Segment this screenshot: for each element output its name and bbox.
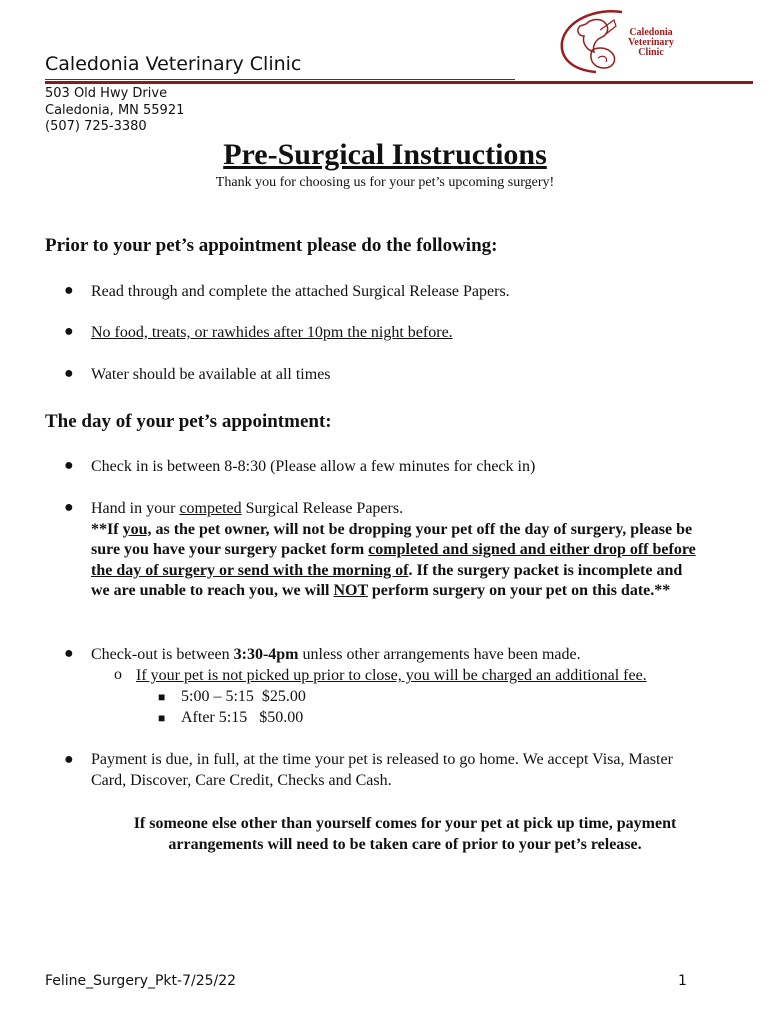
header-rule <box>45 81 753 84</box>
list-item-payment: Payment is due, in full, at the time your pet is released to go home. We accept Visa, Master Card, Discover, Care Credit, Checks and Cash. <box>91 751 673 789</box>
fee-item: 5:00 – 5:15 $25.00 <box>181 688 306 705</box>
text-segment: Surgical Release Papers. <box>241 500 404 517</box>
bullet-icon: ● <box>64 282 74 299</box>
bullet-icon: ● <box>64 457 74 474</box>
section-heading-prior: Prior to your pet’s appointment please do the following: <box>45 235 498 256</box>
text-segment: as the pet owner, will not be dropping your pet off the day of surgery, please be sure you have your surgery packet form <box>91 520 693 558</box>
bullet-icon: ● <box>64 499 74 516</box>
late-pickup-note: If your pet is not picked up prior to close, you will be charged an additional fee. <box>136 667 647 684</box>
sub-bullet-icon: o <box>114 666 122 683</box>
document-subtitle: Thank you for choosing us for your pet’s upcoming surgery! <box>215 175 555 190</box>
list-item-hand-in <box>91 499 701 602</box>
text-segment: you, <box>122 520 152 538</box>
text-segment: competed <box>179 500 242 517</box>
document-title: Pre-Surgical Instructions <box>223 138 547 171</box>
text-segment: perform surgery on your pet on this date.** <box>367 582 671 599</box>
footer-page-number: 1 <box>678 973 687 989</box>
logo-text-line-1: Caledonia <box>629 27 673 38</box>
fee-item: After 5:15 $50.00 <box>181 709 304 726</box>
text-segment: completed and signed and either drop off before the day of surgery or send with the morning of <box>91 541 696 579</box>
list-item-check-out <box>91 645 731 666</box>
logo-text-line-2: Veterinary <box>628 37 674 48</box>
clinic-logo <box>556 6 684 76</box>
logo-text-line-3: Clinic <box>638 47 664 58</box>
header-rule-thin <box>45 79 515 80</box>
text-segment: Check-out is between <box>91 646 234 663</box>
drop-off-note <box>91 520 701 602</box>
bullet-icon: ● <box>64 645 74 662</box>
logo-text <box>620 28 682 58</box>
text-segment: Hand in your <box>91 500 180 517</box>
address-line-2: Caledonia, MN 55921 <box>45 102 185 118</box>
text-segment: NOT <box>333 582 368 599</box>
bullet-icon: ● <box>64 323 74 340</box>
text-segment: 3:30-4pm <box>233 646 299 663</box>
list-item-water: Water should be available at all times <box>91 366 331 383</box>
clinic-address <box>45 86 184 136</box>
list-item-no-food: No food, treats, or rawhides after 10pm the night before. <box>91 324 453 341</box>
square-bullet-icon: ■ <box>158 711 166 725</box>
section-heading-day-of: The day of your pet’s appointment: <box>45 411 332 432</box>
bullet-icon: ● <box>64 751 74 768</box>
address-line-1: 503 Old Hwy Drive <box>45 86 168 101</box>
hand-in-line <box>91 499 701 520</box>
phone-number: (507) 725-3380 <box>45 119 147 134</box>
text-segment: unless other arrangements have been made. <box>298 646 581 663</box>
list-item-release-papers: Read through and complete the attached Surgical Release Papers. <box>91 283 510 300</box>
clinic-name: Caledonia Veterinary Clinic <box>45 53 302 75</box>
text-segment: **If <box>91 520 123 538</box>
footer-doc-code: Feline_Surgery_Pkt-7/25/22 <box>45 973 237 989</box>
text-segment: . If the surgery packet is incomplete and we are unable to reach you, we will <box>91 561 683 599</box>
bullet-icon: ● <box>64 365 74 382</box>
closing-note: If someone else other than yourself comes for your pet at pick up time, payment arrangements will need to be taken care of prior to your pet’s release. <box>133 815 677 853</box>
square-bullet-icon: ■ <box>158 690 166 704</box>
list-item-check-in: Check in is between 8-8:30 (Please allow a few minutes for check in) <box>91 458 536 475</box>
